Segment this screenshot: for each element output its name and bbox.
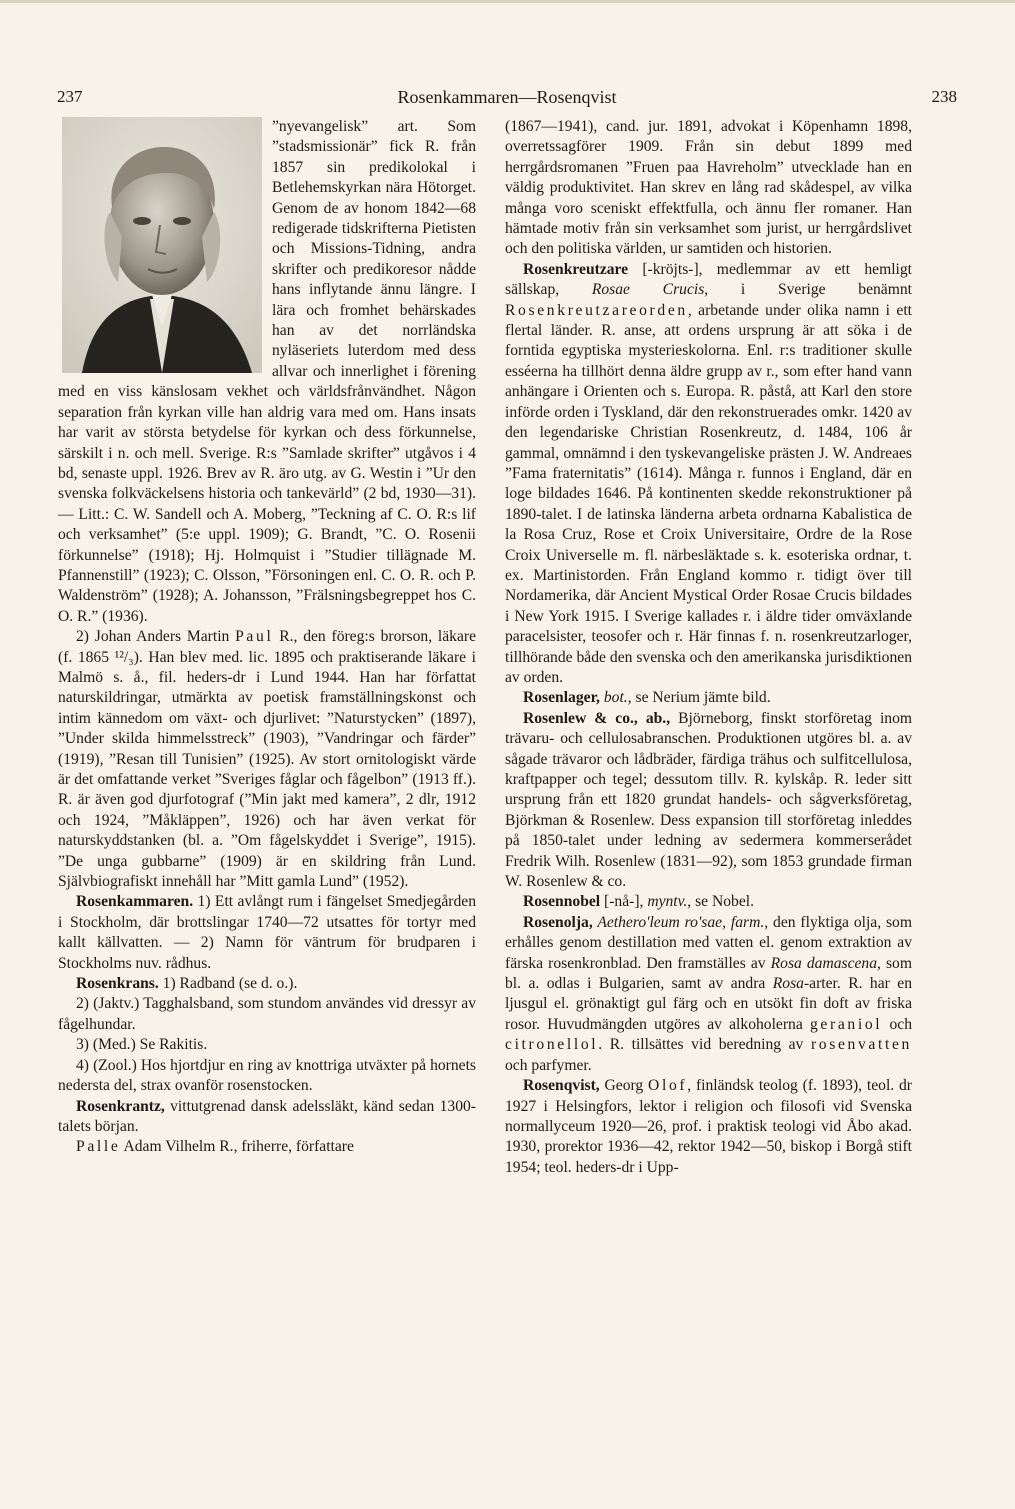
entry-paul-rosenius: 2) Johan Anders Martin Paul R., den föreg:s brorson, läkare (f. 1865 ¹²/₃). Han blev med. lic. 1895 och praktiserande läkare i Malmö s. å., fil. heders-dr i Lund 1944. Han har författat naturskildringar, utmärkta av poetisk framställningskonst och intim kännedom om växt- och djurlivet: ”Naturstycken” (1897), ”Under skilda himmelsstreck” (1903), ”Vandringar och färder” (1919), ”Resan till Tunisien” (1925). Av stort ornitologiskt värde är det omfattande verket ”Sveriges fåglar och fågelbon” (1913 ff.). R. är även god djurfotograf (”Min jakt med kamera”, 2 dlr, 1912 och 1924, ”Måkläppen”, 1926) och har även verkat för naturskyddstanken (bl. a. ”Om fågelskyddet i Sverige”, 1915). ”De unga gubbarne” (1909) är en skildring från Lund. Självbiografiskt innehåll har ”Mitt gamla Lund” (1952). — [58, 628, 476, 891]
entry-rosenkammaren: Rosenkammaren. 1) Ett avlångt rum i fängelset Smedjegården i Stockholm, där brottslingar 1740—72 utsattes för tortyr med kallt källvatten. — 2) Namn för väntrum för brudparen i Stockholms nuv. rådhus. — [58, 893, 476, 972]
headword: Rosenlager, — [523, 689, 600, 707]
entry-rosenlager: Rosenlager, bot., se Nerium jämte bild. — [523, 689, 771, 707]
headword: Rosenkrantz, — [76, 1097, 165, 1115]
entry-rosenkrans: Rosenkrans. 1) Radband (se d. o.). — [76, 975, 298, 993]
headword: Rosenkrans. — [76, 975, 159, 993]
page-header — [57, 82, 957, 112]
rosenius-text: ”nyevangelisk” art. Som ”stadsmissionär” fick R. från 1857 sin predikolokal i Betlehemskyrkan nära Hötorget. Genom de av honom 1842—68 redigerade tidskrifterna Pietisten och Missions-Tidning, andra skrifter och predikoresor nådde hans inflytande ännu längre. I lära och fromhet behärskades han av det norrländska nyläseriets luterdom med dess allvar och innerlighet i förening med en viss känslosam vekhet och världsfrånvändhet. Någon separation från kyrkan ville han aldrig vara med om. Hans insats har varit av största betydelse för kyrkan och dess förkunnelse, särskilt i n. och mell. Sverige. R:s ”Samlade skrifter” utgåvos i 4 bd, senaste uppl. 1926. Brev av R. äro utg. av G. Westin i ”Ur den svenska folkväckelsens historia och tankevärld” (2 bd, 1930—31). — Litt.: C. W. Sandell och A. Moberg, ”Teckning af C. O. R:s lif och verksamhet” (5:e uppl. 1909); G. Brandt, ”C. O. Rosenii förkunnelse” (1918); Hj. Holmquist i ”Studier tillägnade M. Pfannenstill” (1923); C. Olsson, ”Försoningen enl. C. O. R. och P. Waldenström” (1928); A. Johansson, ”Frälsningsbegreppet hos C. O. R.” (1936). — [58, 118, 476, 625]
portrait-image — [62, 117, 262, 373]
entry-rosenlew: Rosenlew & co., ab., Björneborg, finskt storföretag inom trävaru- och cellulosabranschen. Produktionen utgöres bl. a. av sågade trävaror och lådbräder, färdiga trähus och sulfitcellulosa, kraftpapper och tegel; dessutom tillv. R. kylskåp. R. leder sitt ursprung från ett 1820 grundat handels- och sågverksföretag, Björkman & Rosenlew. Dess expansion till storföretag inleddes på 1850-talet under ledning av sedermera kommerserådet Fredrik Wilh. Rosenlew (1831—92), som 1853 grundade firman W. Rosenlew & co. — [505, 709, 913, 891]
entry-rosenolja: Rosenolja, Aethero'leum ro'sae, farm., den flyktiga olja, som erhålles genom destillation med vatten el. genom extraktion av färska rosenkronblad. Den framställes av Rosa damascena, som bl. a. odlas i Bulgarien, samt av andra Rosa-arter. R. har en ljusgul el. grönaktigt gul färg och en utsökt fin doft av friska rosor. Huvudmängden utgöres av alkoholerna geraniol och citronellol. R. tillsättes vid beredning av rosenvatten och parfymer. — [505, 913, 912, 1074]
headword: Rosenolja, — [523, 913, 593, 931]
entry-rosenkrantz: Rosenkrantz, vittutgrenad dansk adelssläkt, känd sedan 1300-talets början. — [58, 1097, 476, 1135]
right-column — [505, 117, 912, 1178]
headword: Rosenkreutzare — [523, 260, 629, 278]
entry-rosenkreutzare: Rosenkreutzare [-kröjts-], medlemmar av ett hemligt sällskap, Rosae Crucis, i Sverige benämnt Rosenkreutzareorden, arbetande under olika namn i ett flertal länder. R. anse, att ordens ursprung är att söka i de forntida egyptiska mysterieskolorna. Enl. r:s traditioner skulle esséerna ha tillhört denna äldre grupp av r., som efter hand vann anhängare i Orienten och s. Europa. R. påstå, att Karl den store införde orden i Tyskland, där den rekonstruerades omkr. 1420 av den legendariske Christian Rosenkreutz, d. 1484, 106 år gammal, omnämnd i den tyskevangeliske prästen J. W. Andreaes ”Fama fraternitatis” (1614). Många r. funnos i England, där en loge bildades 1646. På kontinenten skedde rekonstruktioner på 1890-talet. I de latinska länderna arbeta ordnarna Kabalistica de la Rosa Cruz, Rose et Croix Universitaire, Ordre de la Rose Croix Universelle m. fl. närbesläktade s. k. esoteriska ordnar, t. ex. Martinistorden. Från England kommo r. tidigt över till Nordamerika, där Ancient Mystical Order Rosae Crucis bildades i New York 1915. I Sverige kallades r. i äldre tider omväxlande paracelsister, teosofer och r. Här finnas f. n. rosenkreutzarloger, tillhörande både den svenska och den amerikanska jurisdiktionen av orden. — [505, 260, 912, 686]
entry-rosenkrans-2: 2) (Jaktv.) Tagghalsband, som stundom användes vid dressyr av fågelhundar. — [58, 995, 476, 1033]
headword: Rosenkammaren. — [76, 893, 194, 911]
headword: Rosenlew & co., ab., — [523, 709, 671, 727]
entry-palle-rosenkrantz: Palle Adam Vilhelm R., friherre, författare — [76, 1138, 354, 1156]
running-title: Rosenkammaren—Rosenqvist — [397, 87, 617, 107]
rosenius-continuation — [58, 117, 476, 627]
entry-rosenkrans-4: 4) (Zool.) Hos hjortdjur en ring av knottriga utväxter på hornets nedersta del, strax ovanför rosenstocken. — [58, 1056, 476, 1095]
top-rule — [0, 0, 1015, 3]
entry-rosennobel: Rosennobel [-nå-], myntv., se Nobel. — [523, 893, 754, 911]
left-column — [58, 117, 476, 1158]
page-number-left: 237 — [57, 87, 83, 106]
rosenkrantz-continuation: (1867—1941), cand. jur. 1891, advokat i Köpenhamn 1898, overretssagförer 1909. Från sin debut 1899 med herrgårdsromanen ”Fruen paa Havreholm” utvecklade han en väldig produktivitet. Han skrev en lång rad skådespel, av vilka många voro sceniskt effektfulla, och ännu fler romaner. Han hämtade motiv från sin verksamhet som jurist, ur herrgårdslivet och den politiska världen, ur samtiden och historien. — [505, 118, 912, 258]
headword: Rosennobel — [523, 893, 601, 911]
page-number-right: 238 — [931, 87, 957, 106]
portrait-icon — [62, 117, 262, 373]
entry-rosenkrans-3: 3) (Med.) Se Rakitis. — [76, 1036, 208, 1054]
headword: Rosenqvist, — [523, 1077, 600, 1095]
entry-rosenqvist: Rosenqvist, Georg Olof, finländsk teolog (f. 1893), teol. dr 1927 i Helsingfors, lektor i religion och filosofi vid Svenska normallyceum 1920—26, prof. i praktisk teologi vid Åbo akad. 1930, prorektor 1936—42, rektor 1942—50, biskop i Borgå stift 1954; teol. heders-dr i Upp- — [505, 1077, 912, 1176]
